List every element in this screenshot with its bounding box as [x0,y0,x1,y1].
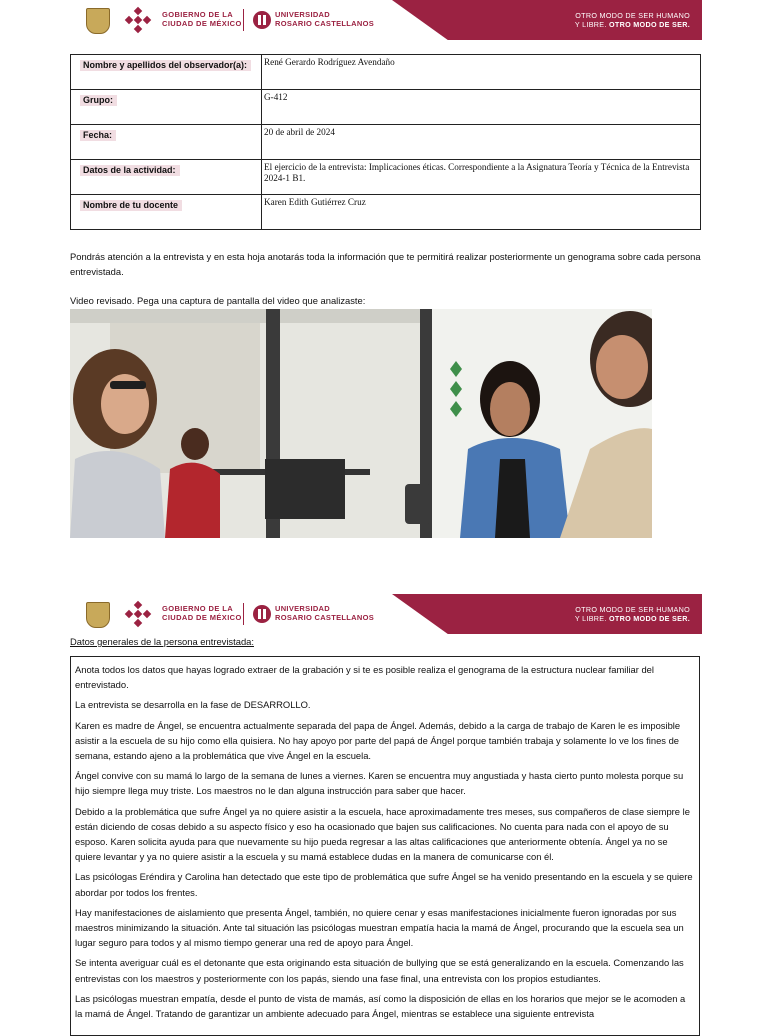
header-divider [243,603,244,625]
table-row [71,160,701,195]
field-value[interactable]: G-412 [262,90,701,125]
section-title: Datos generales de la persona entrevistada: [70,636,254,647]
table-row [71,195,701,230]
notes-paragraph: Hay manifestaciones de aislamiento que presenta Ángel, también, no quiere cenar y esas manifestaciones inicialmente fueron ignoradas por sus maestros minimizando la situación. Ante tal situación las psicólogas muestran empatía hacia la mamá de Ángel, procurando que la escuela sea un lugar seguro para todos y al mismo tiempo generar una red de apoyo para Ángel. [75,906,684,949]
notes-paragraph: La entrevista se desarrolla en la fase de DESARROLLO. [75,699,311,711]
government-name: GOBIERNO DE LA CIUDAD DE MÉXICO [162,10,242,28]
university-name: UNIVERSIDAD ROSARIO CASTELLANOS [275,10,375,28]
notes-paragraph: Se intenta averiguar cuál es el detonante que esta originando esta situación de bullying que se está generalizando en la escuela. Comenzando las entrevistas con los maestros y posteriormente con los papás, siendo una fase final, una entrevista con los propios estudiantes. [75,957,684,984]
field-label: Grupo: [80,95,117,106]
university-logo-icon [252,9,272,31]
field-value[interactable]: El ejercicio de la entrevista: Implicaciones éticas. Correspondiente a la Asignatura Teoría y Técnica de la Entrevista 2024-1 B1. [262,160,701,195]
video-prompt: Video revisado. Pega una captura de pantalla del video que analizaste: [70,295,366,306]
cdmx-logo-icon [124,600,152,628]
instructions-text: Pondrás atención a la entrevista y en esta hoja anotarás toda la información que te permitirá realizar posteriormente un genograma sobre cada persona entrevistada. [70,251,701,277]
coat-of-arms-icon [86,602,110,628]
observer-info-table [70,54,701,230]
video-screenshot [70,309,652,538]
field-value[interactable]: René Gerardo Rodríguez Avendaño [262,55,701,90]
table-row [71,125,701,160]
cdmx-logo-icon [124,6,152,34]
field-label: Fecha: [80,130,116,141]
institution-header [70,594,702,634]
institution-header [70,0,702,40]
field-label: Datos de la actividad: [80,165,180,176]
slogan: OTRO MODO DE SER HUMANO Y LIBRE. OTRO MODO DE SER. [574,11,690,29]
notes-paragraph: Karen es madre de Ángel, se encuentra actualmente separada del papa de Ángel. Además, debido a la carga de trabajo de Karen le es imposible asistir a la escuela de su hijo como ella quisiera. No hay apoyo por parte del papá de Ángel porque también trabaja y solamente lo ve los fines de semana, estando ajeno a la problemática que vive Ángel en la escuela. [75,719,681,762]
notes-paragraph: Anota todos los datos que hayas logrado extraer de la grabación y si te es posible realiza el genograma de la estructura nuclear familiar del entrevistado. [75,664,654,691]
field-value[interactable]: 20 de abril de 2024 [262,125,701,160]
field-label: Nombre y apellidos del observador(a): [80,60,251,71]
coat-of-arms-icon [86,8,110,34]
field-value[interactable]: Karen Edith Gutiérrez Cruz [262,195,701,230]
notes-paragraph: Las psicólogas Eréndira y Carolina han detectado que este tipo de problemática que sufre Ángel se ha venido presentando en la escuela y se quiere abordar por todos los frentes. [75,871,693,898]
interviewee-notes-box[interactable] [70,656,700,1036]
slogan: OTRO MODO DE SER HUMANO Y LIBRE. OTRO MODO DE SER. [574,605,690,623]
university-name: UNIVERSIDAD ROSARIO CASTELLANOS [275,604,375,622]
university-logo-icon [252,603,272,625]
table-row [71,90,701,125]
field-label: Nombre de tu docente [80,200,182,211]
government-name: GOBIERNO DE LA CIUDAD DE MÉXICO [162,604,242,622]
table-row [71,55,701,90]
notes-paragraph: Las psicólogas muestran empatía, desde el punto de vista de mamás, así como la disposición de ellas en los horarios que mejor se le acomoden a la mamá de Ángel. Tratando de garantizar un ambiente adecuado para Ángel, mientras se establece una siguiente entrevista [75,992,686,1020]
notes-paragraph: Ángel convive con su mamá lo largo de la semana de lunes a viernes. Karen se encuentra muy angustiada y hasta cierto punto molesta porque su hijo siempre llega muy triste. Los maestros no le dan alguna instrucción para saber que hacer. [75,770,684,797]
header-divider [243,9,244,31]
notes-paragraph: Debido a la problemática que sufre Ángel ya no quiere asistir a la escuela, hace aproximadamente tres meses, sus compañeros de clase siempre le están diciendo de cosas debido a su aspecto físico y eso ha ocasionado que bajen sus calificaciones. No cuenta para nada con el apoyo de su esposo. Karen solicita ayuda para que nuevamente su hijo pueda regresar a las altas calificaciones que anteriormente obtenía. Ángel ya no se quiere levantar y ya no quiere asistir a la escuela y su mamá establece dudas en la manera de comunicarse con él. [75,805,690,863]
